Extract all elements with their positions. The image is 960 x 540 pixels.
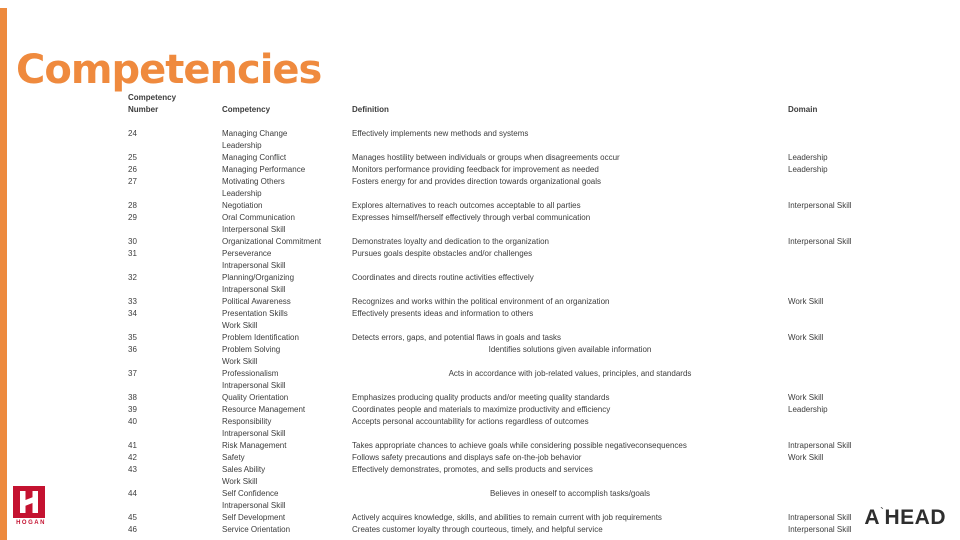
cell-competency: Intrapersonal Skill <box>222 285 286 294</box>
cell-domain: Intrapersonal Skill <box>788 513 852 522</box>
table-row <box>128 248 946 260</box>
hogan-logo <box>13 486 49 526</box>
cell-domain <box>788 128 946 140</box>
cell-competency: Risk Management <box>222 441 287 450</box>
cell-competency: Work Skill <box>222 321 258 330</box>
cell-competency: Intrapersonal Skill <box>222 261 286 270</box>
hogan-wordmark: HOGAN <box>16 520 46 526</box>
cell-definition <box>352 476 788 488</box>
cell-competency: Self Development <box>222 513 286 522</box>
cell-definition: Monitors performance providing feedback for improvement as needed <box>352 165 599 174</box>
header-domain: Domain <box>788 105 818 114</box>
cell-definition: Follows safety precautions and displays safe on-the-job behavior <box>352 453 582 462</box>
cell-domain <box>788 176 946 188</box>
table-row <box>128 236 946 248</box>
cell-competency: Responsibility <box>222 417 272 426</box>
cell-definition <box>352 224 788 236</box>
cell-competency: Negotiation <box>222 201 263 210</box>
cell-number: 28 <box>128 201 137 210</box>
cell-competency: Motivating Others <box>222 177 285 186</box>
competencies-table <box>128 92 946 536</box>
cell-definition: Coordinates people and materials to maximize productivity and efficiency <box>352 405 611 414</box>
cell-domain <box>788 188 946 200</box>
cell-definition <box>352 500 788 512</box>
table-row <box>128 500 946 512</box>
table-row <box>128 464 946 476</box>
cell-competency: Safety <box>222 453 245 462</box>
cell-number <box>128 356 222 368</box>
cell-competency: Intrapersonal Skill <box>222 501 286 510</box>
table-row <box>128 416 946 428</box>
table-row <box>128 356 946 368</box>
cell-domain: Leadership <box>788 405 828 414</box>
table-row <box>128 440 946 452</box>
cell-definition <box>352 188 788 200</box>
cell-definition: Effectively demonstrates, promotes, and sells products and services <box>352 465 593 474</box>
cell-definition: Pursues goals despite obstacles and/or challenges <box>352 249 533 258</box>
cell-competency: Work Skill <box>222 357 258 366</box>
table-row <box>128 332 946 344</box>
ahead-logo-prime: ` <box>879 505 885 519</box>
table-row <box>128 200 946 212</box>
cell-definition: Effectively presents ideas and information to others <box>352 309 534 318</box>
cell-number: 44 <box>128 489 137 498</box>
cell-definition: Manages hostility between individuals or groups when disagreements occur <box>352 153 620 162</box>
cell-number: 30 <box>128 237 137 246</box>
cell-competency: Organizational Commitment <box>222 237 322 246</box>
cell-number: 45 <box>128 513 137 522</box>
cell-competency: Problem Solving <box>222 345 281 354</box>
table-row <box>128 128 946 140</box>
cell-competency: Work Skill <box>222 477 258 486</box>
cell-domain: Intrapersonal Skill <box>788 441 852 450</box>
cell-domain <box>788 260 946 272</box>
cell-definition: Effectively implements new methods and systems <box>352 129 529 138</box>
cell-competency: Planning/Organizing <box>222 273 295 282</box>
cell-competency: Oral Communication <box>222 213 295 222</box>
table-row <box>128 404 946 416</box>
cell-definition <box>352 284 788 296</box>
cell-domain: Interpersonal Skill <box>788 201 852 210</box>
table-row <box>128 212 946 224</box>
cell-domain: Work Skill <box>788 453 824 462</box>
cell-definition: Coordinates and directs routine activities effectively <box>352 273 534 282</box>
cell-competency: Service Orientation <box>222 525 291 534</box>
cell-definition: Believes in oneself to accomplish tasks/goals <box>489 489 651 498</box>
table-header-row <box>128 92 946 116</box>
cell-domain <box>788 272 946 284</box>
table-row <box>128 488 946 500</box>
cell-competency: Leadership <box>222 189 262 198</box>
table-row <box>128 140 946 152</box>
ahead-logo-head: HEAD <box>884 506 946 529</box>
cell-competency: Intrapersonal Skill <box>222 429 286 438</box>
header-competency-number: Competency Number <box>128 93 177 114</box>
cell-definition: Fosters energy for and provides direction towards organizational goals <box>352 177 602 186</box>
cell-definition <box>352 140 788 152</box>
cell-domain <box>788 476 946 488</box>
cell-domain <box>788 380 946 392</box>
cell-definition: Takes appropriate chances to achieve goals while considering possible negativeconsequences <box>352 441 687 450</box>
cell-definition: Demonstrates loyalty and dedication to the organization <box>352 237 550 246</box>
cell-number: 38 <box>128 393 137 402</box>
cell-domain: Work Skill <box>788 333 824 342</box>
cell-number: 25 <box>128 153 137 162</box>
cell-domain <box>788 356 946 368</box>
cell-competency: Quality Orientation <box>222 393 289 402</box>
cell-number: 27 <box>128 177 137 186</box>
header-competency: Competency <box>222 105 271 114</box>
cell-number: 24 <box>128 129 137 138</box>
table-row <box>128 344 946 356</box>
table-body <box>128 128 946 536</box>
cell-domain <box>788 488 946 500</box>
cell-domain <box>788 344 946 356</box>
cell-definition: Acts in accordance with job-related values, principles, and standards <box>448 369 692 378</box>
table-row <box>128 380 946 392</box>
cell-number: 32 <box>128 273 137 282</box>
cell-number: 41 <box>128 441 137 450</box>
cell-competency: Presentation Skills <box>222 309 288 318</box>
left-accent-bar <box>0 8 7 540</box>
table-row <box>128 452 946 464</box>
cell-domain: Work Skill <box>788 393 824 402</box>
cell-domain <box>788 212 946 224</box>
cell-number: 37 <box>128 369 137 378</box>
cell-domain: Work Skill <box>788 297 824 306</box>
cell-domain: Leadership <box>788 153 828 162</box>
cell-number: 46 <box>128 525 137 534</box>
ahead-logo-a: A <box>864 506 880 529</box>
table-row <box>128 308 946 320</box>
cell-definition <box>352 260 788 272</box>
cell-competency: Perseverance <box>222 249 272 258</box>
table-row <box>128 368 946 380</box>
cell-number <box>128 224 222 236</box>
table-row <box>128 428 946 440</box>
cell-domain <box>788 248 946 260</box>
cell-number: 33 <box>128 297 137 306</box>
page-title: Competencies <box>16 46 322 93</box>
cell-competency: Managing Conflict <box>222 153 287 162</box>
cell-number: 39 <box>128 405 137 414</box>
cell-definition: Identifies solutions given available information <box>488 345 652 354</box>
table-row <box>128 512 946 524</box>
cell-domain: Interpersonal Skill <box>788 525 852 534</box>
cell-competency: Managing Change <box>222 129 288 138</box>
cell-number: 31 <box>128 249 137 258</box>
cell-competency: Managing Performance <box>222 165 306 174</box>
cell-number <box>128 476 222 488</box>
table-row <box>128 164 946 176</box>
cell-number: 36 <box>128 345 137 354</box>
hogan-logo-icon <box>13 486 45 518</box>
cell-number: 26 <box>128 165 137 174</box>
cell-number: 42 <box>128 453 137 462</box>
table-row <box>128 176 946 188</box>
cell-domain: Leadership <box>788 165 828 174</box>
cell-number <box>128 320 222 332</box>
cell-domain <box>788 416 946 428</box>
cell-domain <box>788 320 946 332</box>
table-row <box>128 188 946 200</box>
cell-number <box>128 284 222 296</box>
cell-definition <box>352 380 788 392</box>
table-row <box>128 296 946 308</box>
cell-number <box>128 140 222 152</box>
cell-definition <box>352 428 788 440</box>
cell-domain <box>788 464 946 476</box>
cell-competency: Problem Identification <box>222 333 299 342</box>
cell-competency: Self Confidence <box>222 489 279 498</box>
cell-definition: Emphasizes producing quality products and/or meeting quality standards <box>352 393 610 402</box>
cell-number: 43 <box>128 465 137 474</box>
cell-domain <box>788 284 946 296</box>
cell-domain: Interpersonal Skill <box>788 237 852 246</box>
cell-domain <box>788 224 946 236</box>
cell-number: 29 <box>128 213 137 222</box>
cell-number <box>128 428 222 440</box>
cell-definition: Explores alternatives to reach outcomes acceptable to all parties <box>352 201 581 210</box>
cell-number <box>128 188 222 200</box>
table-row <box>128 524 946 536</box>
header-definition: Definition <box>352 105 389 114</box>
cell-definition <box>352 356 788 368</box>
cell-definition: Expresses himself/herself effectively through verbal communication <box>352 213 591 222</box>
table-row <box>128 152 946 164</box>
table-row <box>128 392 946 404</box>
cell-domain <box>788 140 946 152</box>
cell-competency: Professionalism <box>222 369 279 378</box>
cell-definition: Creates customer loyalty through courteous, timely, and helpful service <box>352 525 603 534</box>
table-row <box>128 224 946 236</box>
cell-definition: Accepts personal accountability for actions regardless of outcomes <box>352 417 589 426</box>
cell-competency: Interpersonal Skill <box>222 225 286 234</box>
cell-competency: Intrapersonal Skill <box>222 381 286 390</box>
cell-definition: Actively acquires knowledge, skills, and abilities to remain current with job requirements <box>352 513 662 522</box>
table-row <box>128 476 946 488</box>
cell-definition <box>352 320 788 332</box>
cell-domain <box>788 368 946 380</box>
table-row <box>128 320 946 332</box>
cell-competency: Political Awareness <box>222 297 291 306</box>
cell-number: 40 <box>128 417 137 426</box>
cell-number <box>128 500 222 512</box>
cell-domain <box>788 308 946 320</box>
cell-competency: Sales Ability <box>222 465 266 474</box>
table-row <box>128 284 946 296</box>
cell-number: 34 <box>128 309 137 318</box>
cell-number: 35 <box>128 333 137 342</box>
table-row <box>128 272 946 284</box>
cell-number <box>128 260 222 272</box>
ahead-logo <box>864 505 946 530</box>
cell-definition: Recognizes and works within the political environment of an organization <box>352 297 610 306</box>
cell-domain <box>788 428 946 440</box>
cell-definition: Detects errors, gaps, and potential flaws in goals and tasks <box>352 333 561 342</box>
cell-number <box>128 380 222 392</box>
table-row <box>128 260 946 272</box>
cell-competency: Leadership <box>222 141 262 150</box>
cell-competency: Resource Management <box>222 405 306 414</box>
